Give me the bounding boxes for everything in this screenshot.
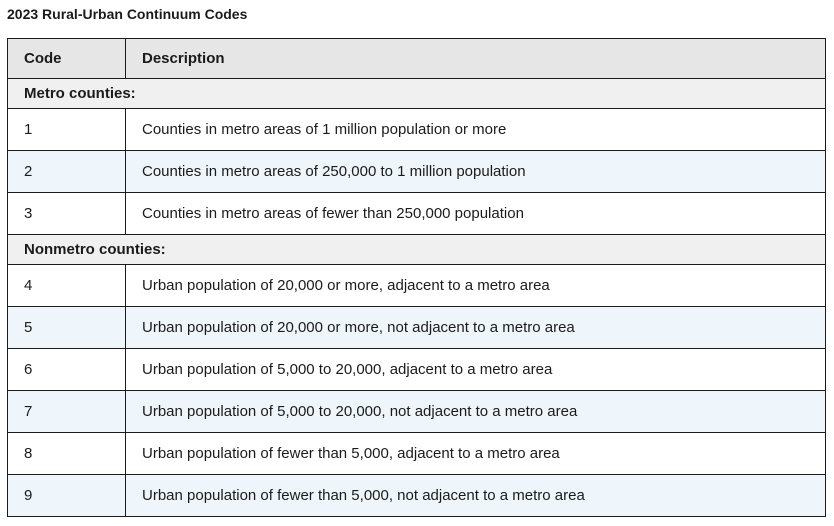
description-cell: Counties in metro areas of 1 million population or more (126, 109, 826, 151)
code-cell: 4 (8, 265, 126, 307)
table-row (8, 307, 826, 349)
code-cell: 8 (8, 433, 126, 475)
description-cell: Counties in metro areas of 250,000 to 1 million population (126, 151, 826, 193)
code-cell: 1 (8, 109, 126, 151)
column-header-code: Code (8, 39, 126, 79)
table-row (8, 265, 826, 307)
table-row (8, 475, 826, 517)
section-row-metro (8, 79, 826, 109)
table-caption: 2023 Rural-Urban Continuum Codes (7, 6, 248, 22)
code-cell: 6 (8, 349, 126, 391)
rucc-table (7, 38, 826, 517)
description-cell: Urban population of 5,000 to 20,000, adjacent to a metro area (126, 349, 826, 391)
table-row (8, 349, 826, 391)
code-cell: 9 (8, 475, 126, 517)
description-cell: Urban population of 5,000 to 20,000, not adjacent to a metro area (126, 391, 826, 433)
code-cell: 2 (8, 151, 126, 193)
description-cell: Urban population of 20,000 or more, adjacent to a metro area (126, 265, 826, 307)
code-cell: 5 (8, 307, 126, 349)
description-cell: Urban population of 20,000 or more, not adjacent to a metro area (126, 307, 826, 349)
code-cell: 3 (8, 193, 126, 235)
table-row (8, 391, 826, 433)
table-row (8, 109, 826, 151)
description-cell: Urban population of fewer than 5,000, adjacent to a metro area (126, 433, 826, 475)
code-cell: 7 (8, 391, 126, 433)
column-header-description: Description (126, 39, 826, 79)
header-row (8, 39, 826, 79)
section-label: Metro counties: (8, 79, 826, 109)
table-row (8, 193, 826, 235)
table-row (8, 151, 826, 193)
description-cell: Urban population of fewer than 5,000, not adjacent to a metro area (126, 475, 826, 517)
description-cell: Counties in metro areas of fewer than 250,000 population (126, 193, 826, 235)
table-row (8, 433, 826, 475)
section-row-nonmetro (8, 235, 826, 265)
section-label: Nonmetro counties: (8, 235, 826, 265)
